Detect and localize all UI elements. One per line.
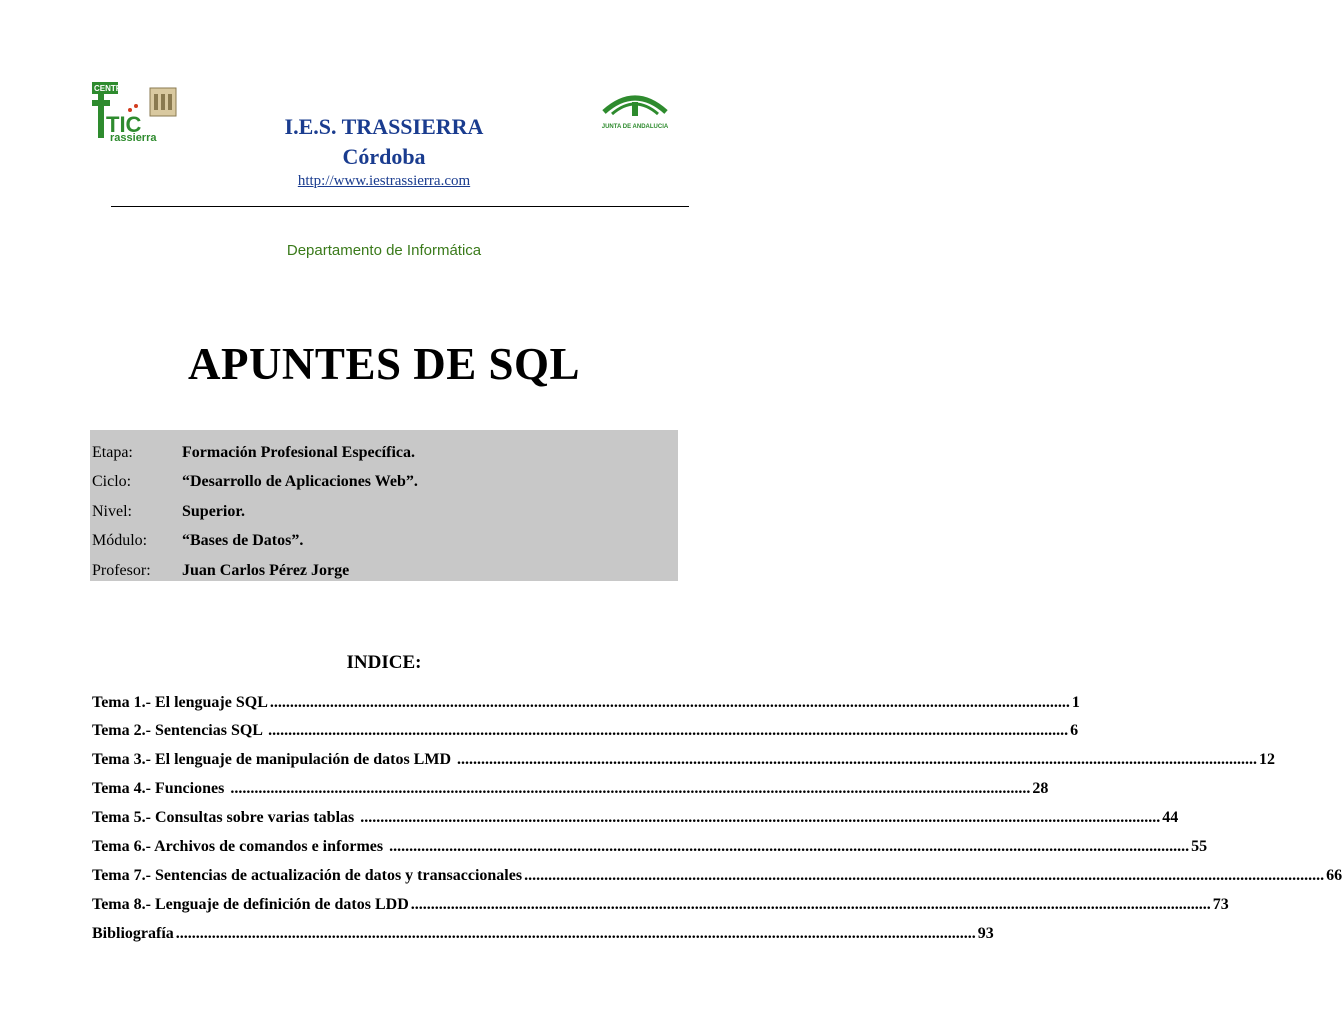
toc-entry-label: Tema 7.- Sentencias de actualización de datos y transaccionales <box>92 867 523 884</box>
toc-entry-label: Tema 5.- Consultas sobre varias tablas <box>92 809 359 826</box>
course-info-box <box>90 430 678 581</box>
toc-leader: ........................................................................................................................................................................................................ <box>410 896 1211 913</box>
info-value: Formación Profesional Específica. <box>182 444 415 461</box>
info-label: Ciclo: <box>92 473 132 490</box>
info-value: Superior. <box>182 503 245 520</box>
logo-left-bottom-text: rassierra <box>110 132 157 144</box>
toc-entry-label: Tema 8.- Lenguaje de definición de datos LDD <box>92 896 409 913</box>
toc-entry[interactable] <box>92 720 1079 742</box>
toc-leader: ........................................................................................................................................................................................................ <box>268 722 1069 739</box>
toc-entry-label: Tema 3.- El lenguaje de manipulación de datos LMD <box>92 751 455 768</box>
toc-entry-page: 55 <box>1191 838 1208 855</box>
document-title: APUNTES DE SQL <box>187 339 581 389</box>
toc-entry-label: Tema 1.- El lenguaje SQL <box>92 694 268 711</box>
toc-leader: ........................................................................................................................................................................................................ <box>389 838 1190 855</box>
toc-entry[interactable] <box>92 749 1275 771</box>
toc-entry[interactable] <box>92 865 1342 887</box>
school-url-link[interactable]: http://www.iestrassierra.com <box>297 173 471 189</box>
toc-leader: ........................................................................................................................................................................................................ <box>175 925 976 942</box>
toc-entry-page: 93 <box>977 925 994 942</box>
school-name: I.E.S. TRASSIERRA <box>284 114 484 139</box>
toc-entry-label: Tema 6.- Archivos de comandos e informes <box>92 838 388 855</box>
toc-entry[interactable] <box>92 807 1179 829</box>
department-name: Departamento de Informática <box>286 242 482 259</box>
toc-entry[interactable] <box>92 692 1080 714</box>
info-label: Etapa: <box>92 444 133 461</box>
toc-entry-page: 66 <box>1326 867 1342 884</box>
logo-left-top-text: CENTRO <box>94 84 128 93</box>
info-label: Módulo: <box>92 532 148 549</box>
header-divider <box>111 206 689 207</box>
toc-entry-label: Bibliografía <box>92 925 174 942</box>
toc-entry-page: 73 <box>1212 896 1229 913</box>
toc-entry-page: 28 <box>1032 780 1049 797</box>
toc-leader: ........................................................................................................................................................................................................ <box>230 780 1031 797</box>
info-label: Profesor: <box>92 562 151 579</box>
toc-leader: ........................................................................................................................................................................................................ <box>360 809 1161 826</box>
info-value: “Desarrollo de Aplicaciones Web”. <box>182 473 418 490</box>
toc-entry-page: 6 <box>1070 722 1079 739</box>
info-row-profesor <box>90 557 678 585</box>
school-city: Córdoba <box>342 144 426 169</box>
info-row-nivel <box>90 498 678 526</box>
toc-entry[interactable] <box>92 894 1229 916</box>
logo-right-text: JUNTA DE ANDALUCIA <box>601 124 669 130</box>
toc-leader: ........................................................................................................................................................................................................ <box>524 867 1325 884</box>
index-title: INDICE: <box>346 652 422 673</box>
toc-entry[interactable] <box>92 923 994 945</box>
toc-entry[interactable] <box>92 778 1049 800</box>
toc-entry-label: Tema 2.- Sentencias SQL <box>92 722 267 739</box>
info-value: “Bases de Datos”. <box>182 532 304 549</box>
info-row-etapa <box>90 439 678 467</box>
toc-entry[interactable] <box>92 836 1208 858</box>
toc-leader: ........................................................................................................................................................................................................ <box>269 694 1070 711</box>
info-label: Nivel: <box>92 503 132 520</box>
toc-leader: ........................................................................................................................................................................................................ <box>457 751 1257 768</box>
toc-entry-page: 1 <box>1071 694 1080 711</box>
toc-entry-page: 44 <box>1162 809 1179 826</box>
logo-left-mid-text: TIC <box>106 112 142 137</box>
toc-entry-page: 12 <box>1259 751 1275 768</box>
info-row-modulo <box>90 527 678 555</box>
info-value: Juan Carlos Pérez Jorge <box>182 562 350 579</box>
toc-entry-label: Tema 4.- Funciones <box>92 780 229 797</box>
info-row-ciclo <box>90 468 678 496</box>
